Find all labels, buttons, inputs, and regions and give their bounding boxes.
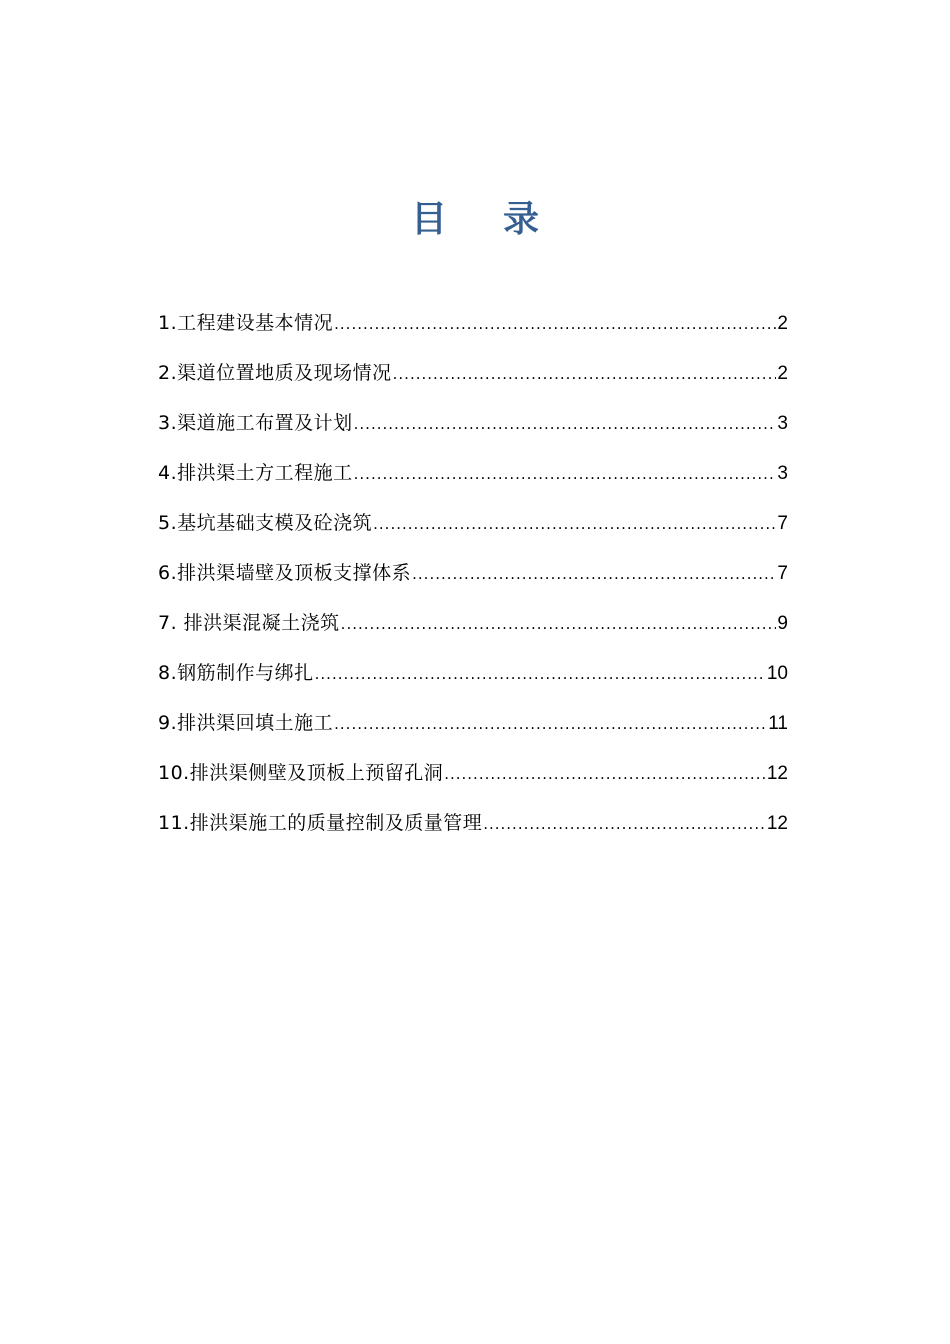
toc-page-number: 11 — [768, 713, 788, 734]
toc-entry[interactable] — [158, 758, 788, 808]
toc-page-number: 2 — [777, 313, 788, 334]
table-of-contents — [158, 308, 788, 858]
toc-entry-label: 1.工程建设基本情况 — [158, 312, 334, 334]
toc-dot-leader — [341, 609, 777, 639]
toc-page-number: 2 — [777, 363, 788, 384]
toc-dot-leader — [393, 359, 777, 389]
toc-page-number: 3 — [777, 413, 788, 434]
toc-entry-label: 6.排洪渠墙壁及顶板支撑体系 — [158, 562, 412, 584]
toc-entry[interactable] — [158, 608, 788, 658]
toc-entry[interactable] — [158, 558, 788, 608]
toc-entry[interactable] — [158, 808, 788, 858]
toc-dot-leader — [334, 709, 767, 739]
toc-entry-label: 11.排洪渠施工的质量控制及质量管理 — [158, 812, 483, 834]
toc-dot-leader — [334, 309, 776, 339]
toc-page-number: 7 — [777, 563, 788, 584]
toc-page-number: 12 — [766, 813, 788, 834]
toc-entry-label: 8.钢筋制作与绑扎 — [158, 662, 314, 684]
toc-entry[interactable] — [158, 708, 788, 758]
toc-dot-leader — [354, 459, 777, 489]
toc-entry[interactable] — [158, 508, 788, 558]
toc-page-number: 12 — [766, 763, 788, 784]
toc-entry-label: 3.渠道施工布置及计划 — [158, 412, 353, 434]
toc-dot-leader — [315, 659, 766, 689]
toc-entry-label: 9.排洪渠回填土施工 — [158, 712, 334, 734]
toc-dot-leader — [412, 559, 776, 589]
toc-title: 目录 — [410, 198, 595, 240]
toc-entry-label: 7. 排洪渠混凝土浇筑 — [158, 612, 340, 634]
toc-entry[interactable] — [158, 658, 788, 708]
toc-page-number: 7 — [777, 513, 788, 534]
toc-page-number: 9 — [777, 613, 788, 634]
toc-entry-label: 5.基坑基础支模及砼浇筑 — [158, 512, 373, 534]
toc-dot-leader — [444, 759, 766, 789]
toc-entry[interactable] — [158, 358, 788, 408]
toc-entry-label: 4.排洪渠土方工程施工 — [158, 462, 353, 484]
toc-dot-leader — [483, 809, 766, 839]
toc-page-number: 10 — [766, 663, 788, 684]
toc-entry[interactable] — [158, 458, 788, 508]
toc-entry-label: 10.排洪渠侧壁及顶板上预留孔洞 — [158, 762, 444, 784]
toc-dot-leader — [354, 409, 777, 439]
toc-dot-leader — [373, 509, 776, 539]
toc-entry[interactable] — [158, 308, 788, 358]
toc-entry-label: 2.渠道位置地质及现场情况 — [158, 362, 392, 384]
toc-entry[interactable] — [158, 408, 788, 458]
toc-page-number: 3 — [777, 463, 788, 484]
